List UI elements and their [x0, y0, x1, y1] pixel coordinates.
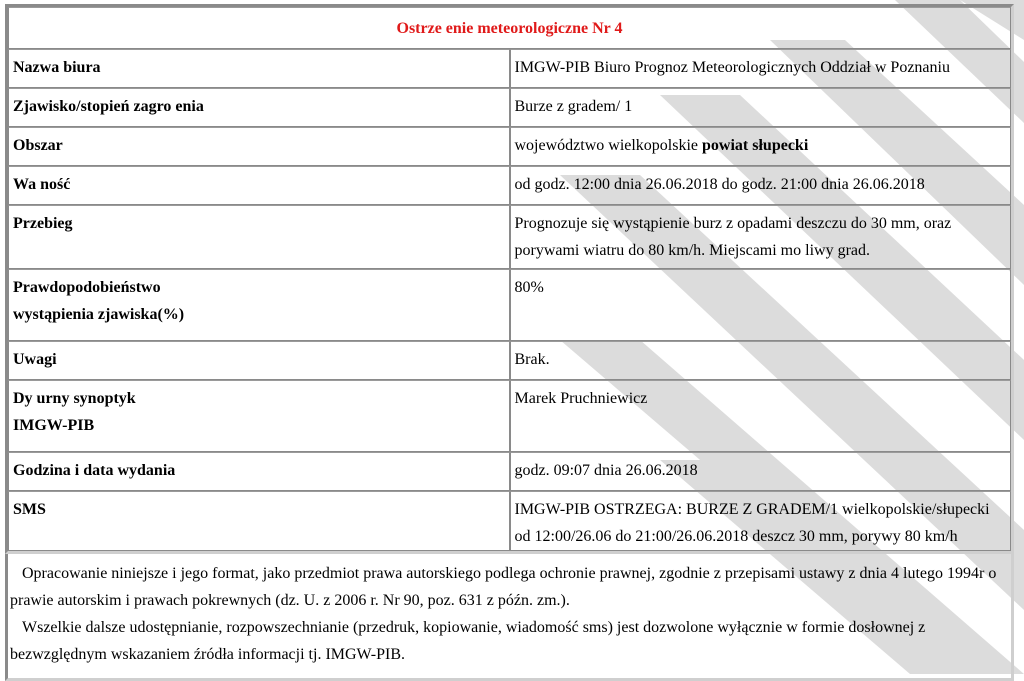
- area-label: Obszar: [8, 127, 510, 166]
- table-row: [8, 205, 1011, 269]
- validity-value: od godz. 12:00 dnia 26.06.2018 do godz. 21:00 dnia 26.06.2018: [510, 166, 1012, 205]
- course-value: Prognozuje się wystąpienie burz z opadami deszczu do 30 mm, oraz porywami wiatru do 80 km/h. Miejscami mo liwy grad.: [510, 205, 1012, 269]
- copyright-paragraph: Opracowanie niniejsze i jego format, jako przedmiot prawa autorskiego podlega ochronie prawnej, zgodnie z przepisami ustawy z dnia 4 lutego 1994r o prawie autorskim i prawach pokrewnych (dz. U. z 2006 r. Nr 90, poz. 631 z późn. zm.).: [10, 565, 997, 609]
- warning-table: [5, 4, 1014, 554]
- office-label: Nazwa biura: [8, 49, 510, 88]
- table-row: [8, 491, 1011, 551]
- probability-label-line2: wystąpienia zjawiska(%): [13, 306, 185, 323]
- issued-label: Godzina i data wydania: [8, 452, 510, 491]
- probability-label-line1: Prawdopodobieństwo: [13, 279, 161, 296]
- copyright-footer: [5, 554, 1014, 681]
- table-row: [8, 49, 1011, 88]
- remarks-value: Brak.: [510, 341, 1012, 380]
- area-value-county: powiat słupecki: [702, 137, 809, 154]
- forecaster-label: [8, 380, 510, 452]
- table-row: [8, 166, 1011, 205]
- area-value-prefix: województwo wielkopolskie: [514, 137, 703, 154]
- probability-label: [8, 269, 510, 341]
- course-label: Przebieg: [8, 205, 510, 269]
- table-row: [8, 88, 1011, 127]
- warning-document: [5, 4, 1014, 681]
- table-row: [8, 127, 1011, 166]
- issued-value: godz. 09:07 dnia 26.06.2018: [510, 452, 1012, 491]
- office-value: IMGW-PIB Biuro Prognoz Meteorologicznych Oddział w Poznaniu: [510, 49, 1012, 88]
- phenomenon-label: Zjawisko/stopień zagro enia: [8, 88, 510, 127]
- table-row: [8, 341, 1011, 380]
- area-value: [510, 127, 1012, 166]
- table-row: [8, 452, 1011, 491]
- probability-value: 80%: [510, 269, 1012, 341]
- table-row: [8, 269, 1011, 341]
- table-row: [8, 380, 1011, 452]
- title-row: [8, 7, 1011, 49]
- phenomenon-value: Burze z gradem/ 1: [510, 88, 1012, 127]
- sms-label: SMS: [8, 491, 510, 551]
- forecaster-label-line1: Dy urny synoptyk: [13, 390, 136, 407]
- sms-value: IMGW-PIB OSTRZEGA: BURZE Z GRADEM/1 wielkopolskie/słupecki od 12:00/26.06 do 21:00/26.06.2018 deszcz 30 mm, porywy 80 km/h: [510, 491, 1012, 551]
- remarks-label: Uwagi: [8, 341, 510, 380]
- document-title: Ostrze enie meteorologiczne Nr 4: [8, 7, 1011, 49]
- forecaster-label-line2: IMGW-PIB: [13, 417, 95, 434]
- forecaster-value: Marek Pruchniewicz: [510, 380, 1012, 452]
- usage-paragraph: Wszelkie dalsze udostępnianie, rozpowszechnianie (przedruk, kopiowanie, wiadomość sms) jest dozwolone wyłącznie w formie dosłownej z bezwzględnym wskazaniem źródła informacji tj. IMGW-PIB.: [10, 619, 926, 663]
- validity-label: Wa ność: [8, 166, 510, 205]
